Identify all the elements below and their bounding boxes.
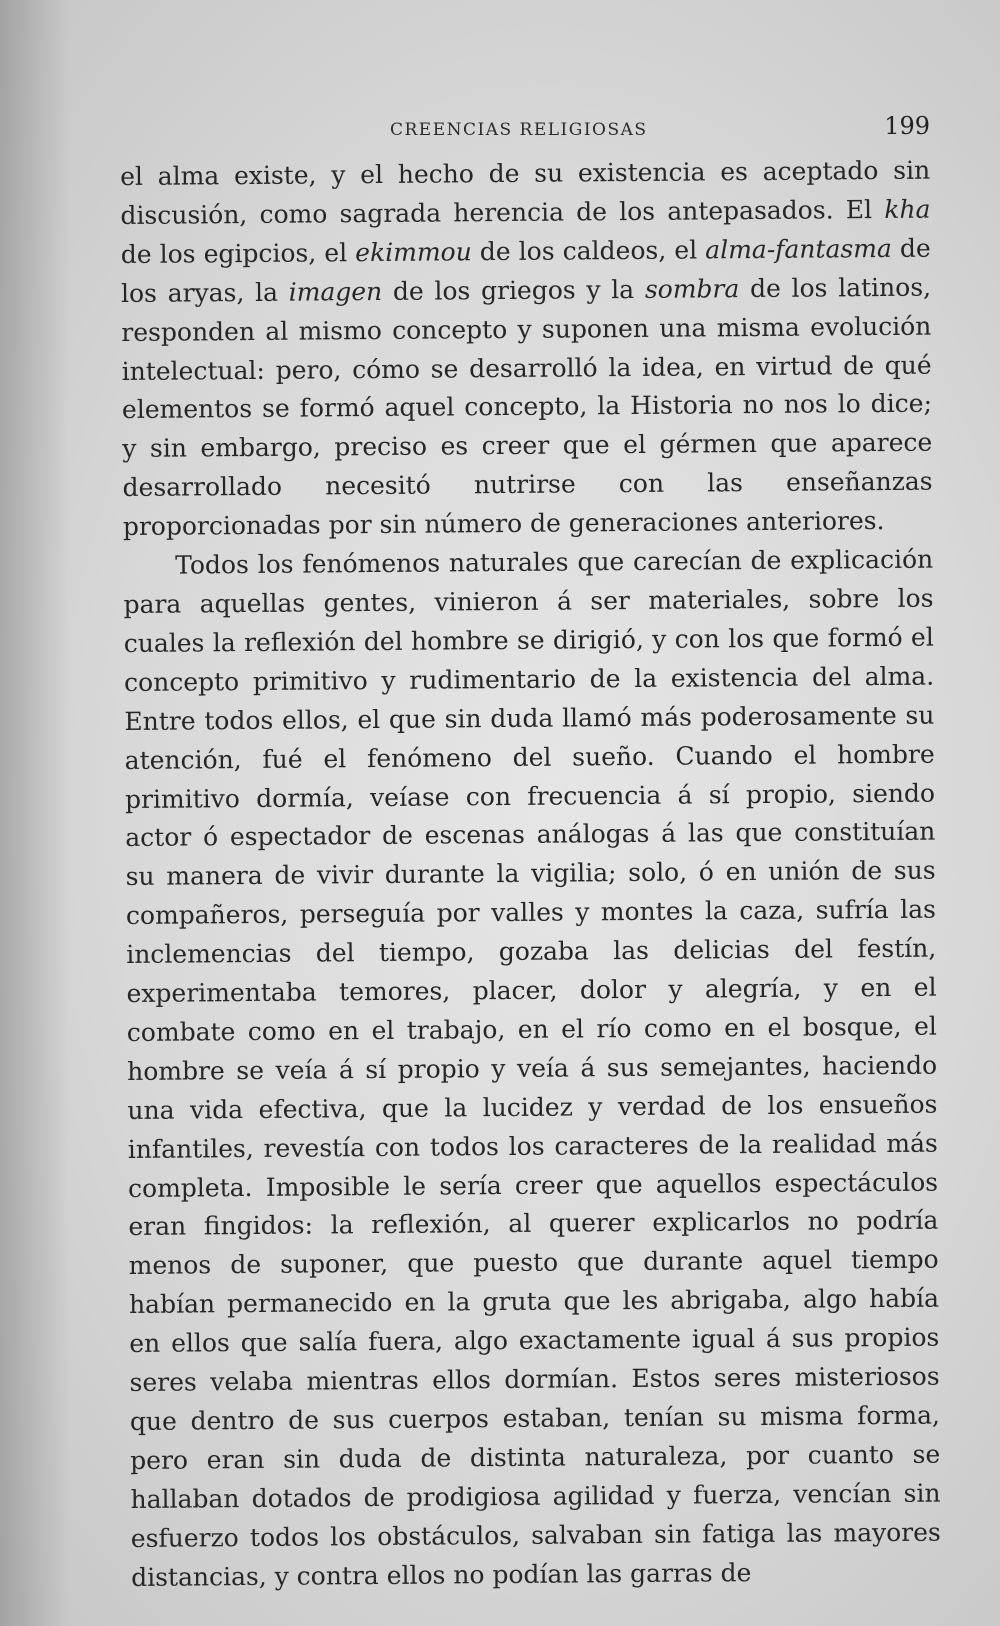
running-head: CREENCIAS RELIGIOSAS — [390, 120, 648, 140]
italic-term-ekimmou: ekimmou — [355, 237, 472, 267]
text-run: de los egipcios, el — [120, 237, 356, 269]
body-text — [120, 152, 941, 1598]
paragraph-1 — [120, 152, 933, 547]
italic-term-alma-fantasma: alma-fantasma — [705, 233, 892, 265]
page-header — [120, 108, 930, 148]
text-run: de los latinos, responden al mismo concepto y suponen una misma evolución intelectual: pero, cómo se desarrolló la idea, en virtud de qué elementos se formó aquel concepto, la Historia no nos lo dice; y sin embargo, preciso es creer que el gérmen que aparece desarrollado necesitó nutrirse con las enseñanzas proporcionadas por sin número de generaciones anteriores. — [121, 272, 933, 542]
page-number: 199 — [884, 112, 930, 140]
text-run: el alma existe, y el hecho de su existencia es aceptado sin discusión, como sagrada herencia de los antepasados. El — [120, 155, 931, 230]
text-run: de los griegos y la — [382, 274, 645, 306]
italic-term-sombra: sombra — [644, 273, 740, 304]
page-edge-shadow — [0, 0, 70, 1626]
italic-term-kha: kha — [884, 194, 931, 224]
paragraph-2: Todos los fenómenos naturales que carecían de explicación para aquellas gentes, vinieron á ser materiales, sobre los cuales la reflexión del hombre se dirigió, y con los que formó el concepto primitivo y rudimentario de la existencia del alma. Entre todos ellos, el que sin duda llamó más poderosamente su atención, fué el fenómeno del sueño. Cuando el hombre primitivo dormía, veíase con frecuencia á sí propio, siendo actor ó espectador de escenas análogas á las que constituían su manera de vivir durante la vigilia; solo, ó en unión de sus compañeros, perseguía por valles y montes la caza, sufría las inclemencias del tiempo, gozaba las delicias del festín, experimentaba temores, placer, dolor y alegría, y en el combate como en el trabajo, en el río como en el bosque, el hombre se veía á sí propio y veía á sus semejantes, haciendo una vida efectiva, que la lucidez y verdad de los ensueños infantiles, revestía con todos los caracteres de la realidad más completa. Imposible le sería creer que aquellos espectáculos eran fingidos: la reflexión, al querer explicarlos no podría menos de suponer, que puesto que durante aquel tiempo habían permanecido en la gruta que les abrigaba, algo había en ellos que salía fuera, algo exactamente igual á sus propios seres velaba mientras ellos dormían. Estos seres misteriosos que dentro de sus cuerpos estaban, tenían su misma forma, pero eran sin duda de distinta naturaleza, por cuanto se hallaban dotados de prodigiosa agilidad y fuerza, vencían sin esfuerzo todos los obstáculos, salvaban sin fatiga las mayores distancias, y contra ellos no podían las garras de — [123, 544, 941, 1592]
text-run: de los aryas, la — [120, 233, 931, 308]
text-run: de los caldeos, el — [471, 235, 706, 267]
italic-term-imagen: imagen — [288, 276, 383, 307]
